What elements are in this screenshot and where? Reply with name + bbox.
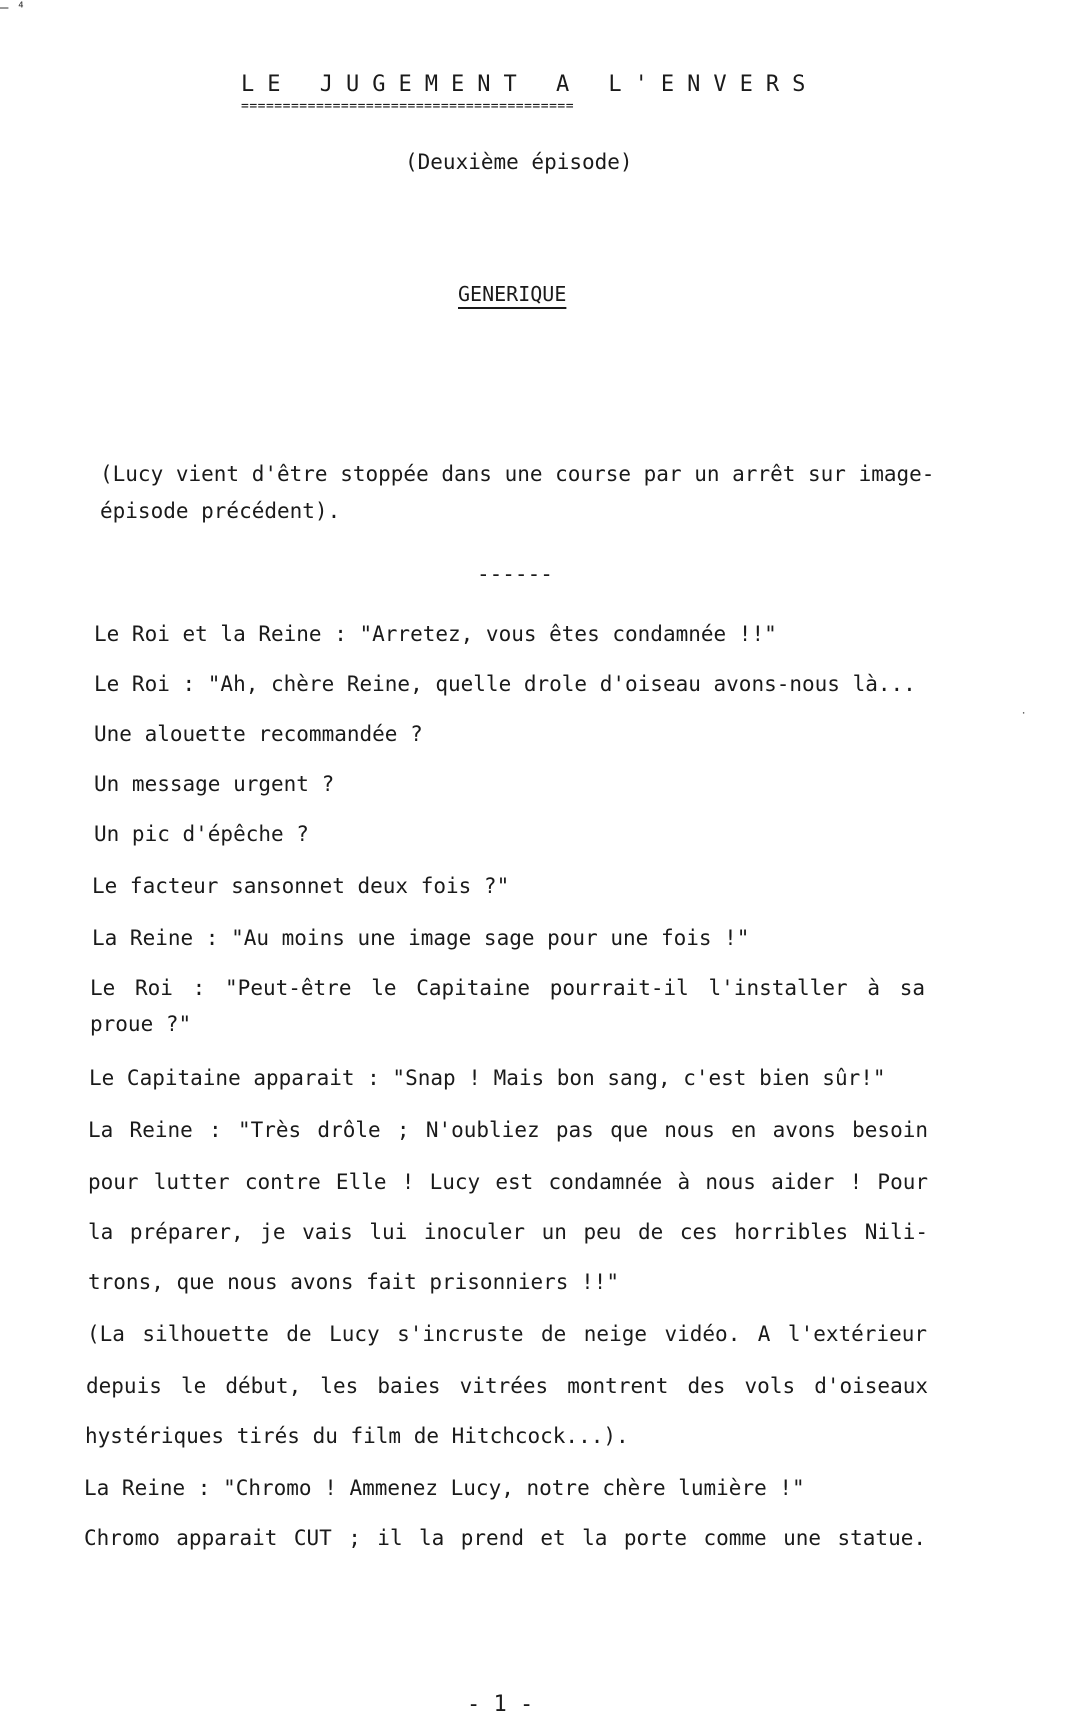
separator-dashes: ------ xyxy=(477,562,553,586)
script-line: La Reine : "Très drôle ; N'oubliez pas que nous en avons besoin xyxy=(88,1118,928,1142)
script-line: la préparer, je vais lui inoculer un peu de ces horribles Nili- xyxy=(88,1220,928,1244)
script-line: proue ?" xyxy=(90,1012,192,1036)
script-line: La Reine : "Chromo ! Ammenez Lucy, notre chère lumière !" xyxy=(84,1476,805,1500)
script-line: La Reine : "Au moins une image sage pour une fois !" xyxy=(92,926,750,950)
script-line: Le Roi : "Ah, chère Reine, quelle drole d'oiseau avons-nous là... xyxy=(94,672,916,696)
script-line: Le Capitaine apparait : "Snap ! Mais bon sang, c'est bien sûr!" xyxy=(89,1066,886,1090)
title-underline-rule: ======================================== xyxy=(241,99,575,114)
episode-subtitle: (Deuxième épisode) xyxy=(405,150,633,174)
script-line: Le Roi et la Reine : "Arretez, vous êtes condamnée !!" xyxy=(94,622,777,646)
document-title: LE JUGEMENT A L'ENVERS xyxy=(241,72,819,97)
intro-stage-direction: (Lucy vient d'être stoppée dans une course par un arrêt sur image- épisode précédent). xyxy=(100,462,935,523)
script-line: Le facteur sansonnet deux fois ?" xyxy=(92,874,510,898)
script-line: hystériques tirés du film de Hitchcock...). xyxy=(85,1424,629,1448)
script-line: pour lutter contre Elle ! Lucy est condamnée à nous aider ! Pour xyxy=(88,1170,928,1194)
corner-mark: — ⁴ xyxy=(0,0,26,16)
script-line: Chromo apparait CUT ; il la prend et la porte comme une statue. xyxy=(84,1526,926,1550)
script-line: trons, que nous avons fait prisonniers !!" xyxy=(88,1270,620,1294)
script-line: Le Roi : "Peut-être le Capitaine pourrait-il l'installer à sa xyxy=(90,976,925,1000)
script-line: Une alouette recommandée ? xyxy=(94,722,423,746)
script-line: Un message urgent ? xyxy=(94,772,335,796)
scan-speck: ⸱ xyxy=(1022,706,1026,720)
page-number: - 1 - xyxy=(467,1692,534,1717)
script-line: depuis le début, les baies vitrées montrent des vols d'oiseaux xyxy=(86,1374,928,1398)
script-line: Un pic d'épêche ? xyxy=(94,822,309,846)
script-line: (La silhouette de Lucy s'incruste de neige vidéo. A l'extérieur xyxy=(87,1322,927,1346)
section-heading-generique: GENERIQUE xyxy=(458,282,567,306)
